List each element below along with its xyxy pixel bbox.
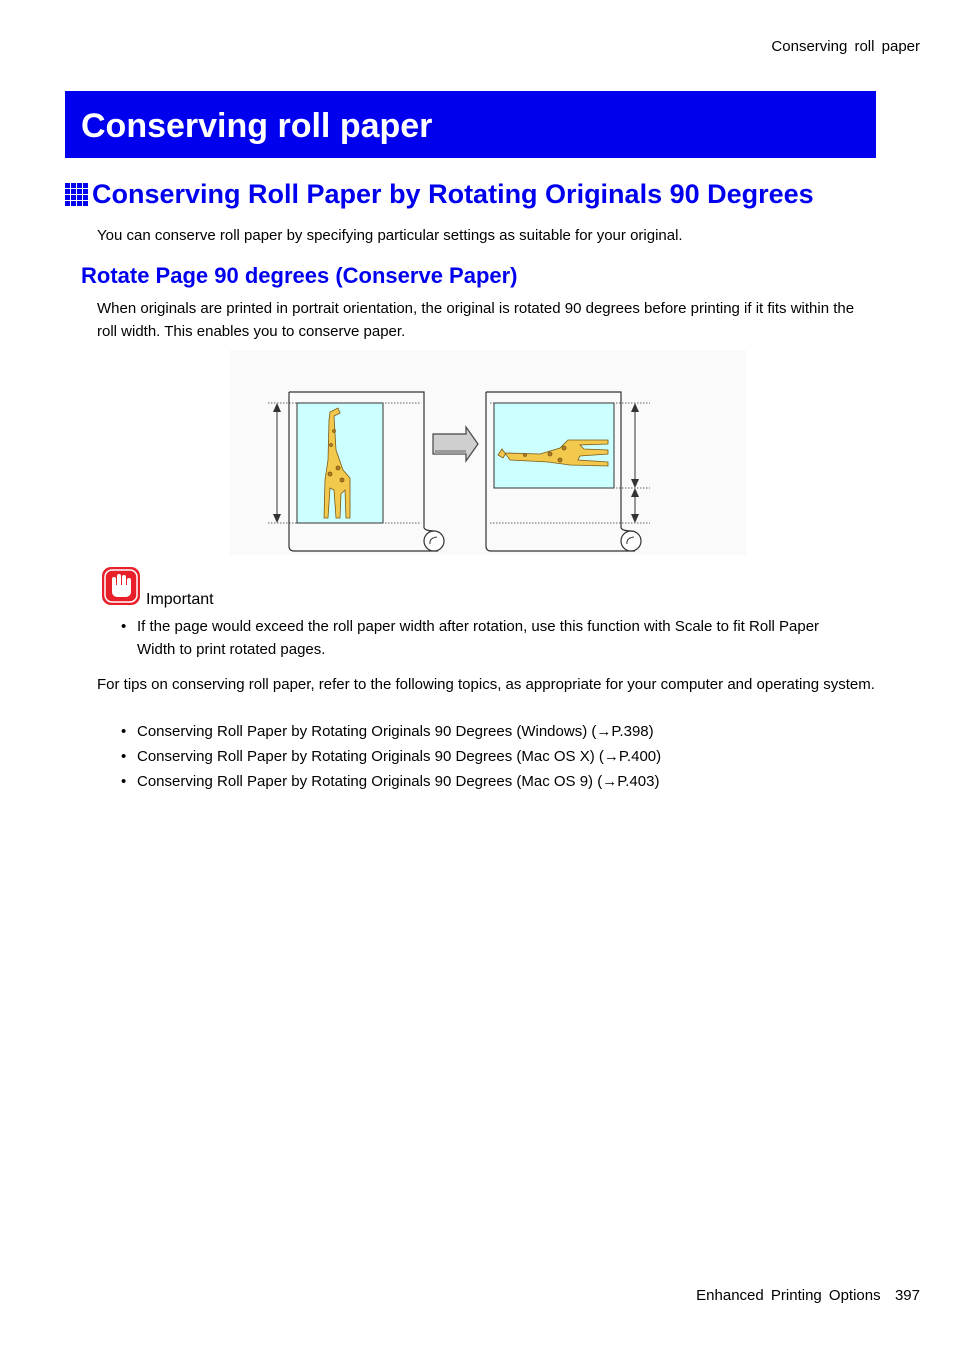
rotation-illustration	[230, 350, 746, 555]
important-item: • If the page would exceed the roll paper width after rotation, use this function with Scale to fit Roll Paper Width to print rotated pages.	[137, 615, 857, 661]
page-footer	[696, 1287, 920, 1304]
section-heading	[65, 176, 814, 212]
stop-hand-icon	[101, 566, 141, 606]
reference-list	[137, 720, 897, 795]
page-number: 397	[894, 1287, 920, 1304]
grid-icon	[65, 183, 88, 206]
subsection-body: When originals are printed in portrait orientation, the original is rotated 90 degrees before printing if it fits within the roll width. This enables you to conserve paper.	[97, 300, 855, 340]
section-intro: You can conserve roll paper by specifying particular settings as suitable for your original.	[97, 227, 683, 244]
chapter-banner	[65, 91, 876, 158]
reference-link-mac-os-x[interactable]: • Conserving Roll Paper by Rotating Originals 90 Degrees (Mac OS X) (→P.400)	[137, 745, 897, 768]
reference-link-windows[interactable]: • Conserving Roll Paper by Rotating Originals 90 Degrees (Windows) (→P.398)	[137, 720, 897, 743]
important-label: Important	[146, 591, 214, 608]
chapter-title: Conserving roll paper	[81, 107, 433, 145]
subsection-title: Rotate Page 90 degrees (Conserve Paper)	[81, 263, 518, 288]
important-list	[137, 615, 857, 661]
tips-body: For tips on conserving roll paper, refer to the following topics, as appropriate for your computer and operating system.	[97, 676, 875, 693]
section-title: Conserving Roll Paper by Rotating Originals 90 Degrees	[92, 179, 814, 209]
running-header: Conserving roll paper	[771, 38, 920, 55]
footer-chapter-name: Enhanced Printing Options	[696, 1287, 881, 1304]
reference-link-mac-os-9[interactable]: • Conserving Roll Paper by Rotating Originals 90 Degrees (Mac OS 9) (→P.403)	[137, 770, 897, 793]
